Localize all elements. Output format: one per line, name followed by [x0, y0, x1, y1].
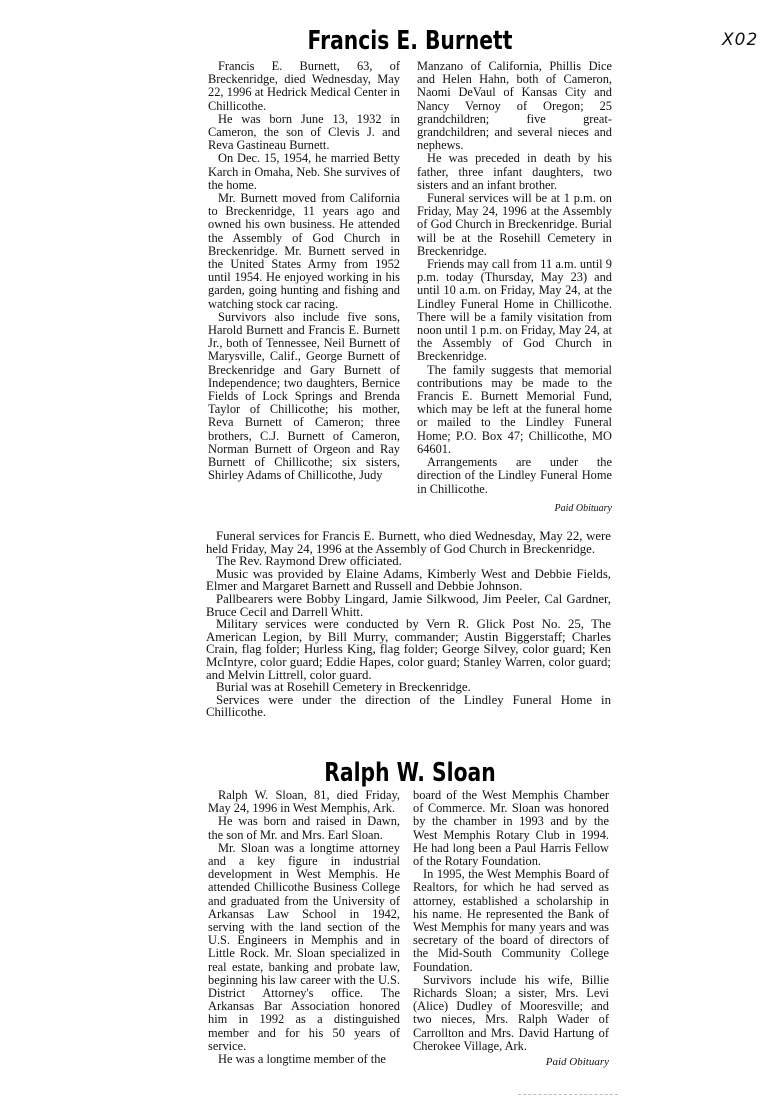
paragraph: Mr. Sloan was a longtime attorney and a key figure in industrial development in West Memphis. He attended Chillicothe Business College and graduated from the University of Arkansas Law School in 1942, serving with the land section of the U.S. Engineers in Memphis and in Little Rock. Mr. Sloan specialized in real estate, banking and probate law, beginning his law career with the U.S. District Attorney's office. The Arkansas Bar Association honored him in 1992 as a distinguished member and for his 50 years of service. — [208, 840, 400, 1053]
clipping-edge-divider — [518, 1094, 618, 1096]
sloan-column-1 — [208, 789, 400, 1066]
paragraph: In 1995, the West Memphis Board of Realtors, for which he had served as attorney, established a scholarship in his name. He represented the Bank of West Memphis for many years and was secretary of the board of directors of the Mid-South Community College Foundation. — [413, 867, 609, 974]
sloan-column-2 — [413, 789, 609, 1069]
handwritten-archive-code: X02 — [722, 30, 759, 50]
paragraph: Pallbearers were Bobby Lingard, Jamie Silkwood, Jim Peeler, Cal Gardner, Bruce Cecil and Darrell Whitt. — [206, 591, 611, 619]
paragraph: Funeral services for Francis E. Burnett, who died Wednesday, May 22, were held Friday, May 24, 1996 at the Assembly of God Church in Breckenridge. — [206, 529, 611, 556]
paragraph: Manzano of California, Phillis Dice and Helen Hahn, both of Cameron, Naomi DeVaul of Kansas City and Nancy Vernoy of Oregon; 25 grandchildren; five great-grandchildren; and several nieces and nephews. — [417, 59, 612, 153]
paragraph: board of the West Memphis Chamber of Commerce. Mr. Sloan was honored by the chamber in 1993 and by the West Memphis Rotary Club in 1994. He had long been a Paul Harris Fellow of the Rotary Foundation. — [413, 788, 609, 869]
obituary-headline-sloan: Ralph W. Sloan — [324, 758, 496, 788]
paragraph: Services were under the direction of the Lindley Funeral Home in Chillicothe. — [206, 692, 611, 720]
paid-obituary-label: Paid Obituary — [545, 1056, 609, 1069]
paid-obituary-label: Paid Obituary — [554, 502, 612, 514]
paragraph: Arrangements are under the direction of the Lindley Funeral Home in Chillicothe. — [417, 455, 612, 496]
paragraph: Music was provided by Elaine Adams, Kimberly West and Debbie Fields, Elmer and Margaret Barnett and Russell and Debbie Johnson. — [206, 566, 611, 594]
paragraph: He was preceded in death by his father, three infant daughters, two sisters and an infant brother. — [417, 151, 612, 192]
paragraph: Funeral services will be at 1 p.m. on Friday, May 24, 1996 at the Assembly of God Church in Breckenridge. Burial will be at the Rosehill Cemetery in Breckenridge. — [417, 191, 612, 258]
paragraph: Mr. Burnett moved from California to Breckenridge, 11 years ago and owned his own business. He attended the Assembly of God Church in Breckenridge. Mr. Burnett served in the United States Army from 1952 until 1954. He enjoyed working in his garden, going hunting and fishing and watching stock car racing. — [208, 191, 400, 311]
paragraph: On Dec. 15, 1954, he married Betty Karch in Omaha, Neb. She survives of the home. — [208, 151, 400, 192]
paragraph: Francis E. Burnett, 63, of Breckenridge, died Wednesday, May 22, 1996 at Hedrick Medical Center in Chillicothe. — [208, 59, 400, 113]
burnett-column-2 — [417, 60, 612, 515]
obituary-headline-burnett: Francis E. Burnett — [307, 26, 513, 56]
funeral-notice — [206, 530, 611, 719]
paragraph: The family suggests that memorial contributions may be made to the Francis E. Burnett Memorial Fund, which may be left at the funeral home or mailed to the Lindley Funeral Home; P.O. Box 47; Chillicothe, MO 64601. — [417, 362, 612, 456]
paragraph: Friends may call from 11 a.m. until 9 p.m. today (Thursday, May 23) and until 10 a.m. on Friday, May 24, at the Lindley Funeral Home in Chillicothe. There will be a family visitation from noon until 1 p.m. on Friday, May 24, at the Assembly of God Church in Breckenridge. — [417, 257, 612, 364]
paragraph: He was born June 13, 1932 in Cameron, the son of Clevis J. and Reva Gastineau Burnett. — [208, 111, 400, 153]
burnett-column-1 — [208, 60, 400, 483]
paragraph: Military services were conducted by Vern R. Glick Post No. 25, The American Legion, by Bill Murry, commander; Austin Biggerstaff; Charles Crain, flag folder; Hurless King, flag folder; George Silvey, color guard; Ken McIntyre, color guard; Eddie Hapes, color guard; Stanley Warren, color guard; and Melvin Littrell, color guard. — [206, 617, 611, 682]
paragraph: Survivors also include five sons, Harold Burnett and Francis E. Burnett Jr., both of Tennessee, Neil Burnett of Marysville, Calif., George Burnett of Breckenridge and Gary Burnett of Independence; two daughters, Bernice Fields of Lock Springs and Brenda Taylor of Chillicothe; his mother, Reva Burnett of Cameron; three brothers, C.J. Burnett of Cameron, Norman Burnett of Orgeon and Ray Burnett of Chillicothe; six sisters, Shirley Adams of Chillicothe, Judy — [208, 309, 400, 483]
paragraph: Ralph W. Sloan, 81, died Friday, May 24, 1996 in West Memphis, Ark. — [208, 788, 400, 816]
paragraph: Burial was at Rosehill Cemetery in Breckenridge. — [216, 680, 471, 695]
paragraph: He was born and raised in Dawn, the son of Mr. and Mrs. Earl Sloan. — [208, 814, 400, 842]
paragraph: He was a longtime member of the — [218, 1052, 386, 1067]
paragraph: The Rev. Raymond Drew officiated. — [216, 554, 402, 569]
paragraph: Survivors include his wife, Billie Richards Sloan; a sister, Mrs. Levi (Alice) Dudley of Mooresville; and two nieces, Mrs. Ralph Wader of Carrollton and Mrs. David Hartung of Cherokee Village, Ark. — [413, 972, 609, 1053]
